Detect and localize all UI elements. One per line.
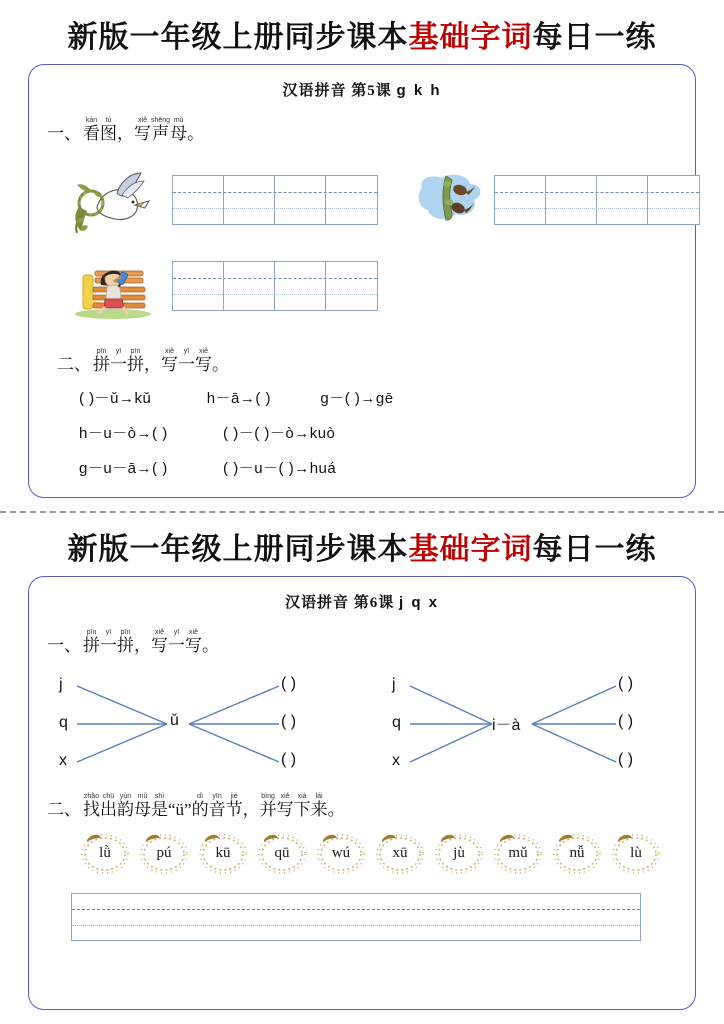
grid-cell[interactable]	[224, 262, 275, 310]
matcher-center-label: i－à	[492, 717, 521, 734]
syllable-text: jù	[453, 844, 465, 861]
syllable-wreath[interactable]	[492, 830, 544, 876]
matcher-left-label[interactable]: x	[392, 752, 400, 769]
matcher-left-label[interactable]: j	[392, 676, 396, 693]
matcher-center-label: ǔ	[170, 712, 179, 729]
worksheet-frame-2	[28, 576, 696, 1010]
ruby-char: 一yī	[178, 348, 195, 374]
ruby-char: 并bìng	[259, 793, 277, 819]
tadpoles-in-water-picture	[416, 170, 488, 230]
lesson-title-cn: 汉语拼音 第5课	[282, 83, 392, 99]
grid-cell[interactable]	[326, 176, 377, 224]
ruby-char: 节jié	[225, 793, 243, 819]
grid-cell[interactable]	[275, 176, 326, 224]
syllable-wreath[interactable]	[610, 830, 662, 876]
equation[interactable]: ( )－u－( )→huá	[223, 460, 337, 477]
syllable-list	[79, 830, 662, 876]
ruby-char: 母mǔ	[134, 793, 151, 819]
matcher-left-label[interactable]: j	[59, 676, 63, 693]
matcher-right-blank[interactable]: ( )	[281, 675, 297, 692]
syllable-wreath[interactable]	[315, 830, 367, 876]
worksheet-page-2	[0, 512, 724, 1024]
exercise-1-heading	[47, 629, 219, 656]
matching-lines	[384, 672, 694, 777]
answer-writing-box[interactable]	[71, 893, 641, 941]
ruby-char: 来lái	[310, 793, 328, 819]
grid-cell[interactable]	[648, 176, 699, 224]
grid-cell[interactable]	[326, 262, 377, 310]
ruby-char: 一yī	[110, 348, 127, 374]
ruby-char: 一yī	[168, 629, 185, 655]
exercise-2-number: 二、	[47, 800, 81, 819]
lesson-title-latin: j q x	[399, 594, 440, 611]
grid-cell[interactable]	[597, 176, 648, 224]
equation[interactable]: ( )－( )－ò→kuò	[223, 425, 336, 442]
matcher-right-blank[interactable]: ( )	[618, 713, 634, 730]
matching-diagram-2	[384, 672, 694, 777]
matching-lines	[51, 672, 361, 777]
pinyin-grid[interactable]	[172, 261, 378, 311]
punct: 。	[327, 800, 345, 819]
matcher-right-blank[interactable]: ( )	[281, 713, 297, 730]
ruby-char: 是shì	[151, 793, 168, 819]
punct: ，	[242, 800, 260, 819]
ruby-char: 写xiě	[161, 348, 178, 374]
equation[interactable]: g－u－ā→( )	[79, 460, 168, 477]
equation[interactable]: ( )－ǔ→kǔ	[79, 390, 152, 407]
ruby-char: 拼pīn	[83, 629, 100, 655]
equation[interactable]: h－ā→( )	[206, 390, 272, 407]
matcher-left-label[interactable]: q	[392, 714, 401, 731]
equation-row	[79, 422, 335, 443]
ruby-char: 音yīn	[208, 793, 226, 819]
matcher-right-blank[interactable]: ( )	[618, 675, 634, 692]
syllable-text: xū	[392, 844, 408, 861]
exercise-1-text	[83, 117, 204, 144]
banner-text-after: 每日一练	[532, 533, 657, 566]
exercise-1-heading	[47, 117, 204, 144]
exercise-1-text	[83, 629, 219, 656]
ruby-char: 拼pīn	[117, 629, 134, 655]
equation-row	[79, 457, 336, 478]
punct: 。	[212, 355, 229, 374]
banner-text-after: 每日一练	[532, 21, 657, 54]
exercise-2-text	[93, 348, 229, 375]
syllable-text: mǔ	[508, 844, 528, 861]
banner-text-before: 新版一年级上册同步课本	[67, 21, 409, 54]
matcher-right-blank[interactable]: ( )	[618, 751, 634, 768]
matching-diagram-1	[51, 672, 361, 777]
syllable-wreath[interactable]	[79, 830, 131, 876]
syllable-wreath[interactable]	[256, 830, 308, 876]
punct: ，	[134, 636, 151, 655]
syllable-wreath[interactable]	[551, 830, 603, 876]
syllable-text: lù	[630, 844, 642, 861]
pinyin-grid[interactable]	[494, 175, 700, 225]
ruby-char: 写xiě	[185, 629, 202, 655]
grid-cell[interactable]	[546, 176, 597, 224]
syllable-text: nǚ	[569, 844, 585, 861]
matcher-left-label[interactable]: q	[59, 714, 68, 731]
ruby-char: 拼pīn	[127, 348, 144, 374]
ruby-char: 母mǔ	[170, 117, 188, 143]
syllable-wreath[interactable]	[374, 830, 426, 876]
ruby-char: 找zhǎo	[83, 793, 100, 819]
syllable-text: wú	[331, 844, 351, 861]
ruby-char: 看kàn	[83, 117, 100, 143]
equation[interactable]: h－u－ò→( )	[79, 425, 168, 442]
lesson-title-latin: g k h	[396, 82, 442, 99]
grid-cell[interactable]	[173, 176, 224, 224]
ruby-char: 的dì	[191, 793, 209, 819]
lesson-title-cn: 汉语拼音 第6课	[284, 595, 395, 611]
ruby-char: 写xiě	[195, 348, 212, 374]
ruby-char: 声shēng	[151, 117, 171, 143]
lesson-title-1	[29, 65, 695, 100]
ruby-char: 写xiě	[151, 629, 168, 655]
ruby-char: 写xiě	[134, 117, 151, 143]
ruby-char: 写xiě	[276, 793, 294, 819]
syllable-wreath[interactable]	[433, 830, 485, 876]
exercise-2-text	[83, 793, 345, 820]
worksheet-frame-1	[28, 64, 696, 498]
exercise-1-number: 一、	[47, 124, 81, 143]
ruby-char: 韵yùn	[117, 793, 134, 819]
equation-row	[79, 387, 394, 408]
punct: 。	[187, 124, 205, 143]
matcher-right-blank[interactable]: ( )	[281, 751, 297, 768]
ruby-char: 出chū	[100, 793, 117, 819]
target-final: “ü”	[168, 800, 192, 819]
punct: ，	[117, 124, 134, 143]
exercise-2-heading	[57, 348, 229, 375]
pinyin-grid[interactable]	[172, 175, 378, 225]
grid-cell[interactable]	[275, 262, 326, 310]
dove-with-olive-branch-picture	[67, 163, 153, 235]
grid-cell[interactable]	[495, 176, 546, 224]
girl-drinking-on-bench-picture	[71, 255, 153, 319]
ruby-char: 拼pīn	[93, 348, 110, 374]
exercise-2-heading	[47, 793, 345, 820]
banner-text-highlight: 基础字词	[408, 533, 533, 566]
lesson-title-2	[29, 577, 695, 612]
ruby-char: 一yī	[100, 629, 117, 655]
banner-text-before: 新版一年级上册同步课本	[67, 533, 409, 566]
syllable-text: pú	[156, 844, 172, 861]
ruby-char: 图tú	[100, 117, 117, 143]
punct: 。	[202, 636, 219, 655]
syllable-text: qū	[274, 844, 290, 861]
syllable-wreath[interactable]	[197, 830, 249, 876]
grid-cell[interactable]	[173, 262, 224, 310]
exercise-1-number: 一、	[47, 636, 81, 655]
ruby-char: 下xià	[293, 793, 311, 819]
punct: ，	[144, 355, 161, 374]
matcher-left-label[interactable]: x	[59, 752, 67, 769]
syllable-text: kū	[215, 844, 231, 861]
page-banner-1	[0, 0, 724, 62]
banner-text-highlight: 基础字词	[408, 21, 533, 54]
page-banner-2	[0, 512, 724, 574]
syllable-text: lǜ	[99, 844, 111, 861]
syllable-wreath[interactable]	[138, 830, 190, 876]
exercise-2-number: 二、	[57, 355, 91, 374]
equation[interactable]: g－( )→gē	[320, 390, 394, 407]
grid-cell[interactable]	[224, 176, 275, 224]
